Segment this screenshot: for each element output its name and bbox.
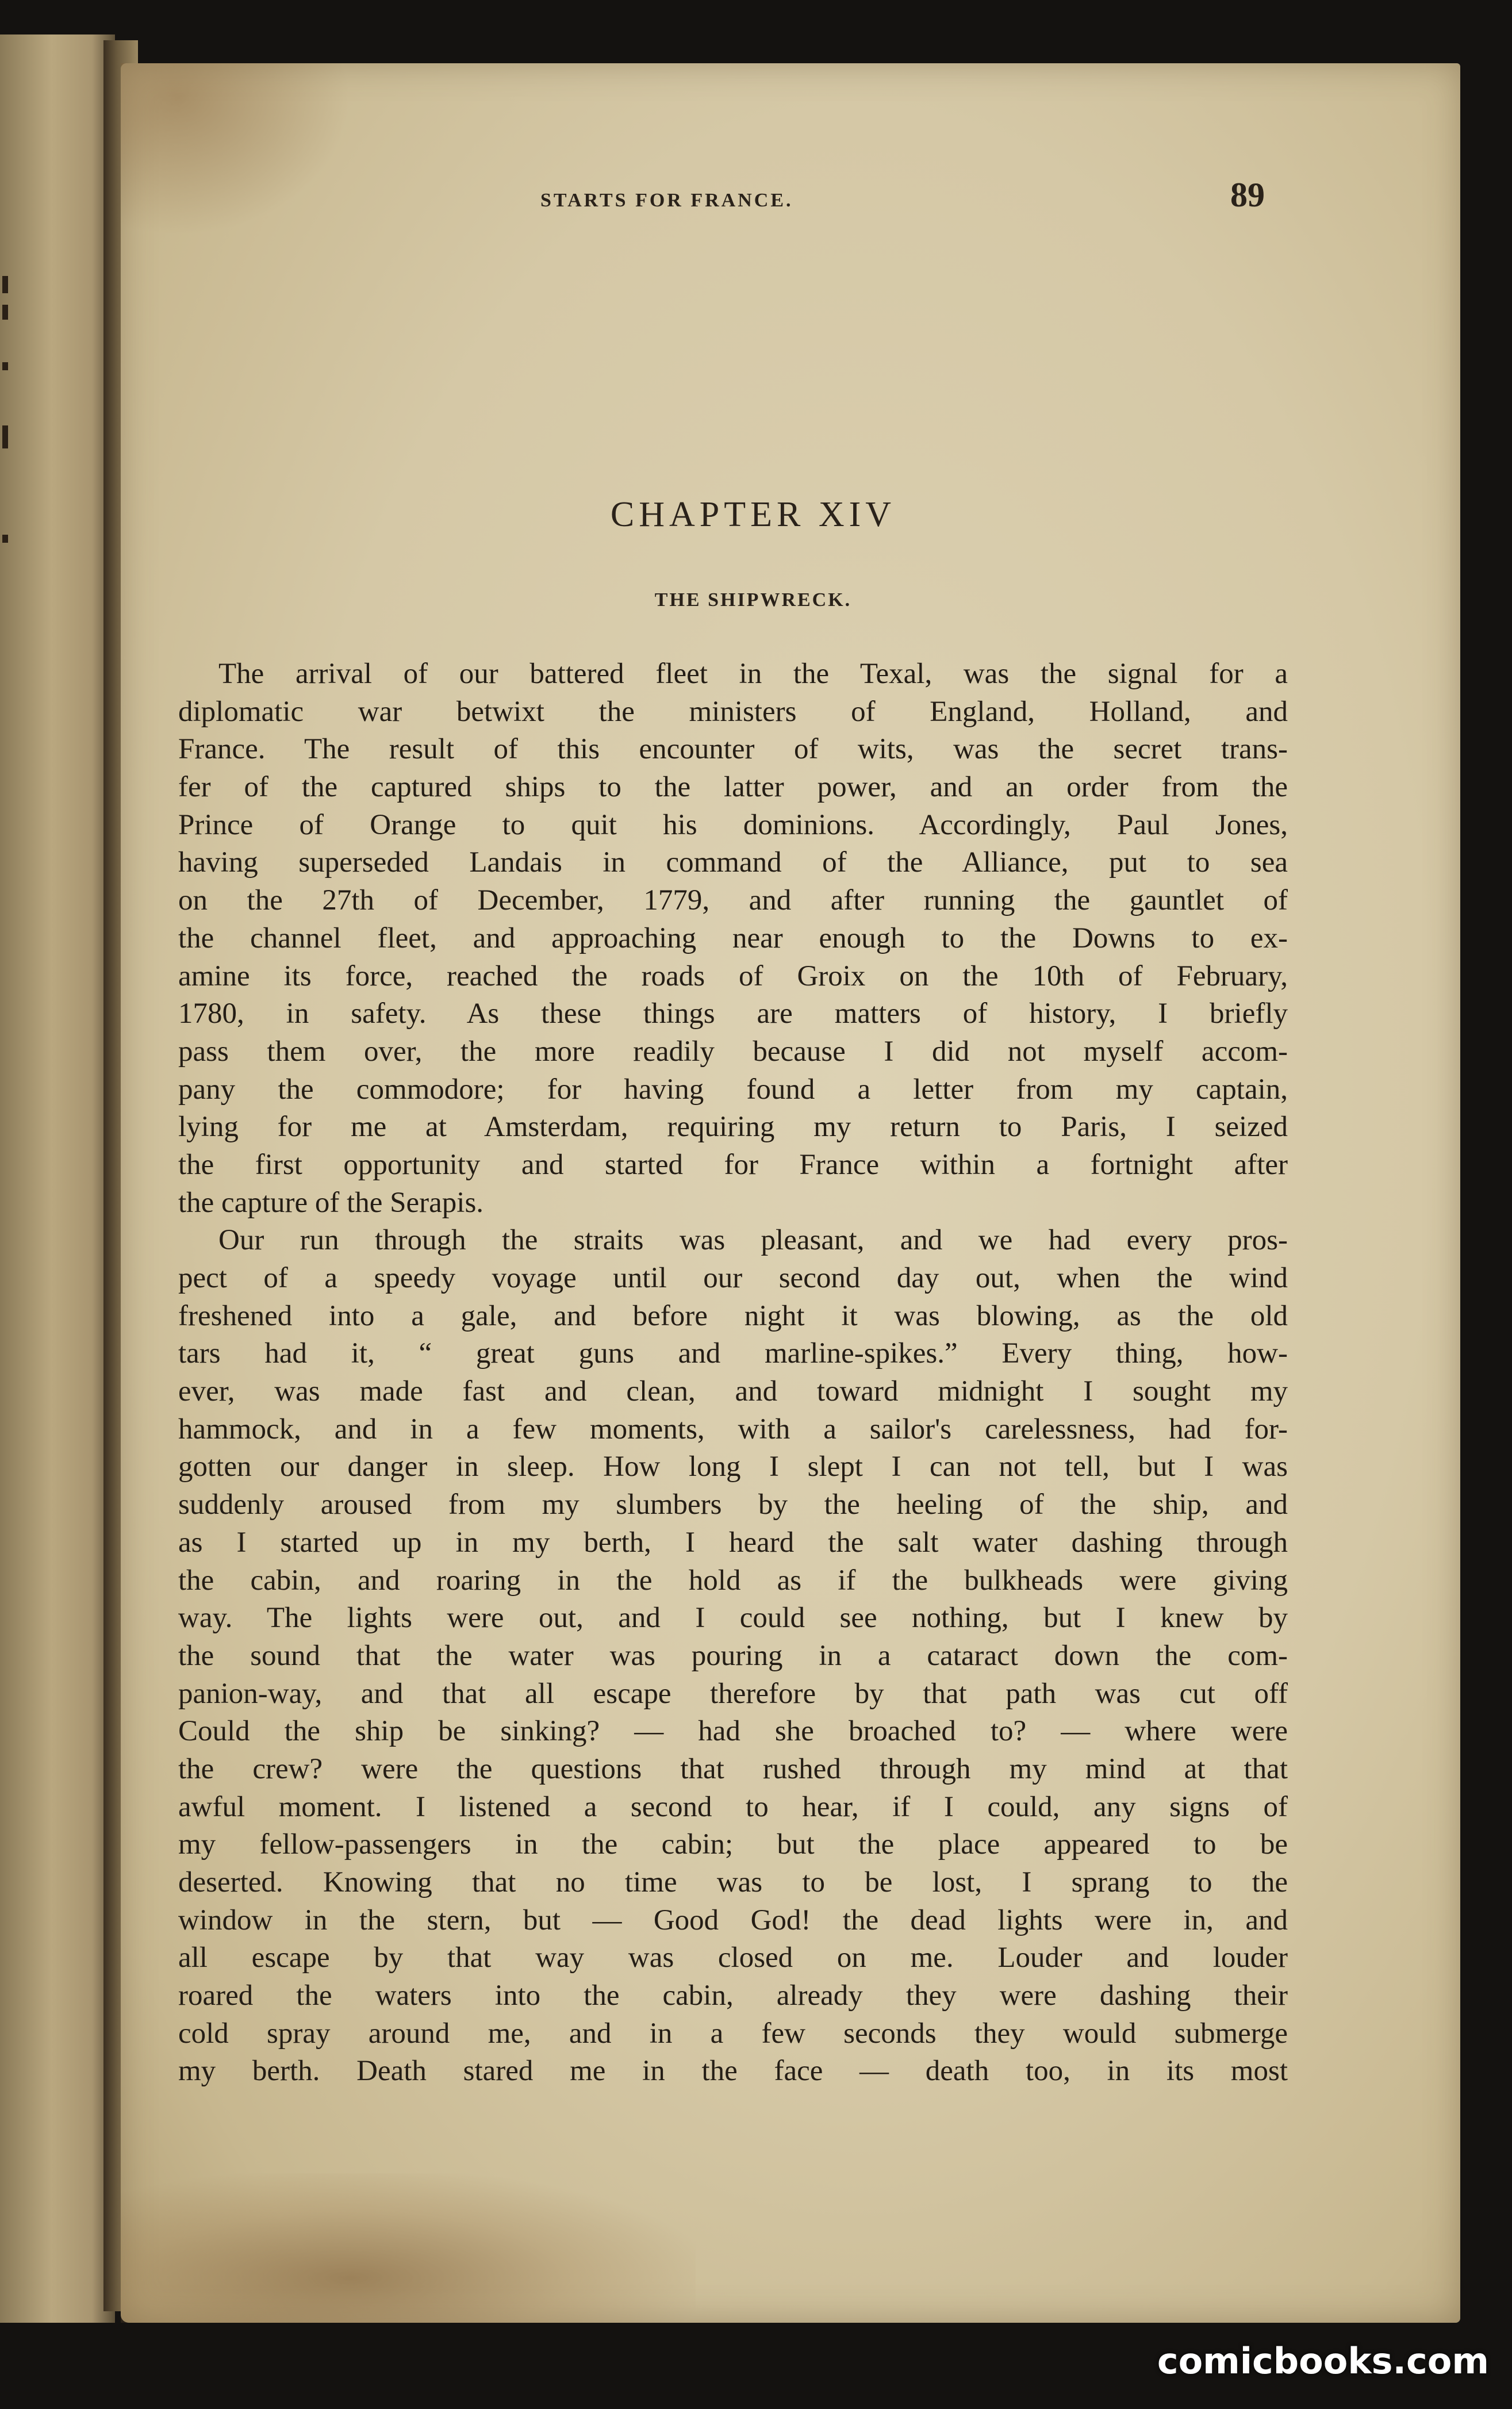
text-line: roared the waters into the cabin, already they were dashing their [178, 1980, 1288, 2012]
chapter-subtitle: THE SHIPWRECK. [654, 589, 852, 611]
text-line: tars had it, “ great guns and marline-spikes.” Every thing, how- [178, 1337, 1288, 1370]
text-line: lying for me at Amsterdam, requiring my return to Paris, I seized [178, 1111, 1288, 1144]
text-line: window in the stern, but — Good God! the dead lights were in, and [178, 1904, 1288, 1936]
chapter-title: CHAPTER XIV [610, 495, 896, 534]
text-line: my fellow-passengers in the cabin; but the place appeared to be [178, 1828, 1288, 1861]
text-line: way. The lights were out, and I could see nothing, but I knew by [178, 1602, 1288, 1635]
text-line: panion-way, and that all escape therefore by that path was cut off [178, 1677, 1288, 1710]
text-line: the capture of the Serapis. [178, 1186, 484, 1219]
text-line: ever, was made fast and clean, and toward midnight I sought my [178, 1375, 1288, 1408]
text-line: my berth. Death stared me in the face — death too, in its most [178, 2055, 1288, 2088]
text-line: the channel fleet, and approaching near enough to the Downs to ex- [178, 922, 1288, 954]
text-line: as I started up in my berth, I heard the salt water dashing through [178, 1526, 1288, 1559]
text-line: Could the ship be sinking? — had she broached to? — where were [178, 1715, 1288, 1748]
text-line: the sound that the water was pouring in a cataract down the com- [178, 1639, 1288, 1672]
text-line: the first opportunity and started for France within a fortnight after [178, 1148, 1288, 1181]
text-line: hammock, and in a few moments, with a sailor's carelessness, had for- [178, 1413, 1288, 1445]
text-line: France. The result of this encounter of wits, was the secret trans- [178, 733, 1288, 766]
text-line: cold spray around me, and in a few seconds they would submerge [178, 2017, 1288, 2050]
previous-page-text-fragments [0, 276, 17, 563]
text-line: awful moment. I listened a second to hear, if I could, any signs of [178, 1790, 1288, 1823]
watermark: comicbooks.com [1157, 2340, 1489, 2382]
text-line: gotten our danger in sleep. How long I slept I can not tell, but I was [178, 1451, 1288, 1483]
text-line: freshened into a gale, and before night it was blowing, as the old [178, 1299, 1288, 1332]
text-line: pany the commodore; for having found a letter from my captain, [178, 1073, 1288, 1106]
text-line: having superseded Landais in command of the Alliance, put to sea [178, 846, 1288, 879]
page-number: 89 [1230, 176, 1265, 214]
text-line: pect of a speedy voyage until our second day out, when the wind [178, 1262, 1288, 1294]
text-line: Prince of Orange to quit his dominions. Accordingly, Paul Jones, [178, 808, 1288, 841]
text-line: suddenly aroused from my slumbers by the heeling of the ship, and [178, 1489, 1288, 1521]
text-line: all escape by that way was closed on me. Louder and louder [178, 1942, 1288, 1974]
text-line: diplomatic war betwixt the ministers of England, Holland, and [178, 695, 1288, 728]
text-line: the crew? were the questions that rushed through my mind at that [178, 1752, 1288, 1785]
text-line: pass them over, the more readily because I did not myself accom- [178, 1035, 1288, 1068]
previous-page-edge [0, 34, 115, 2323]
text-line: Our run through the straits was pleasant, and we had every pros- [218, 1224, 1288, 1257]
body-text [178, 655, 1288, 2090]
running-head: STARTS FOR FRANCE. [540, 190, 793, 211]
text-line: 1780, in safety. As these things are matters of history, I briefly [178, 998, 1288, 1030]
text-line: deserted. Knowing that no time was to be lost, I sprang to the [178, 1866, 1288, 1898]
text-line: The arrival of our battered fleet in the Texal, was the signal for a [218, 658, 1288, 690]
text-line: the cabin, and roaring in the hold as if the bulkheads were giving [178, 1564, 1288, 1597]
text-line: fer of the captured ships to the latter power, and an order from the [178, 771, 1288, 804]
text-line: on the 27th of December, 1779, and after running the gauntlet of [178, 884, 1288, 917]
text-line: amine its force, reached the roads of Groix on the 10th of February, [178, 960, 1288, 992]
